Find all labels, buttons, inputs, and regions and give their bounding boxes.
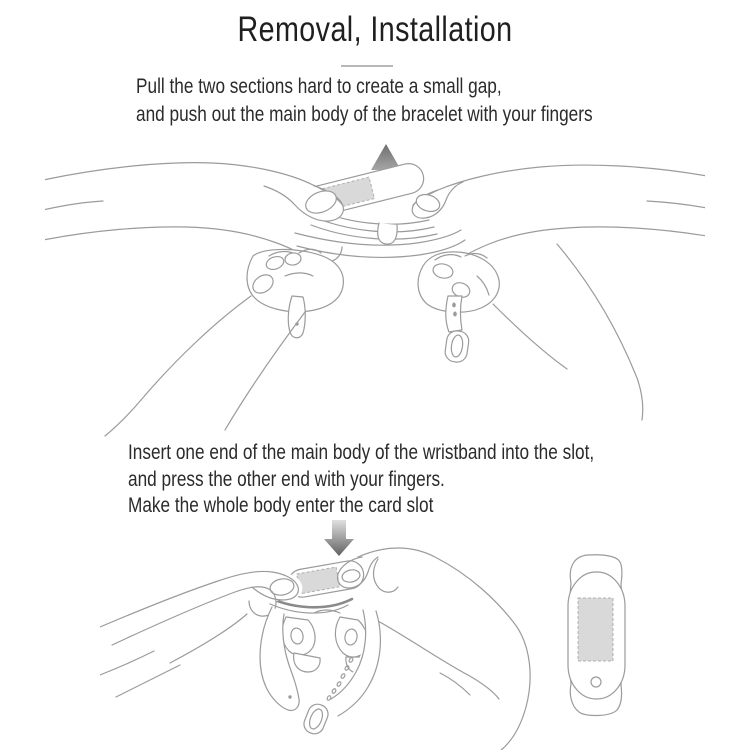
touch-button — [591, 677, 601, 687]
down-arrow-icon — [324, 520, 354, 556]
title-divider — [341, 65, 393, 67]
forearms — [105, 244, 643, 436]
removal-illustration — [45, 138, 705, 438]
screen-placeholder — [578, 598, 613, 661]
strap-pin-hole — [288, 695, 291, 698]
installation-illustration — [100, 517, 540, 750]
step2-line-3: Make the whole body enter the card slot — [128, 494, 434, 517]
page-title: Removal, Installation — [237, 10, 513, 49]
right-hand — [412, 163, 705, 262]
finger-between-straps — [378, 223, 397, 244]
step2-line-2: and press the other end with your fingers. — [128, 467, 445, 491]
step2-line-1: Insert one end of the main body of the wristband into the slot, — [128, 441, 595, 464]
step1-line-1: Pull the two sections hard to create a small gap, — [136, 75, 502, 98]
band-front-view — [552, 543, 672, 728]
left-hand — [45, 163, 344, 263]
step1-instructions — [136, 73, 593, 128]
step1-line-2: and push out the main body of the bracelet with your fingers — [136, 102, 593, 126]
buckle — [301, 701, 331, 736]
step2-instructions — [128, 440, 594, 520]
curled-fingers-in-loop — [282, 610, 370, 673]
